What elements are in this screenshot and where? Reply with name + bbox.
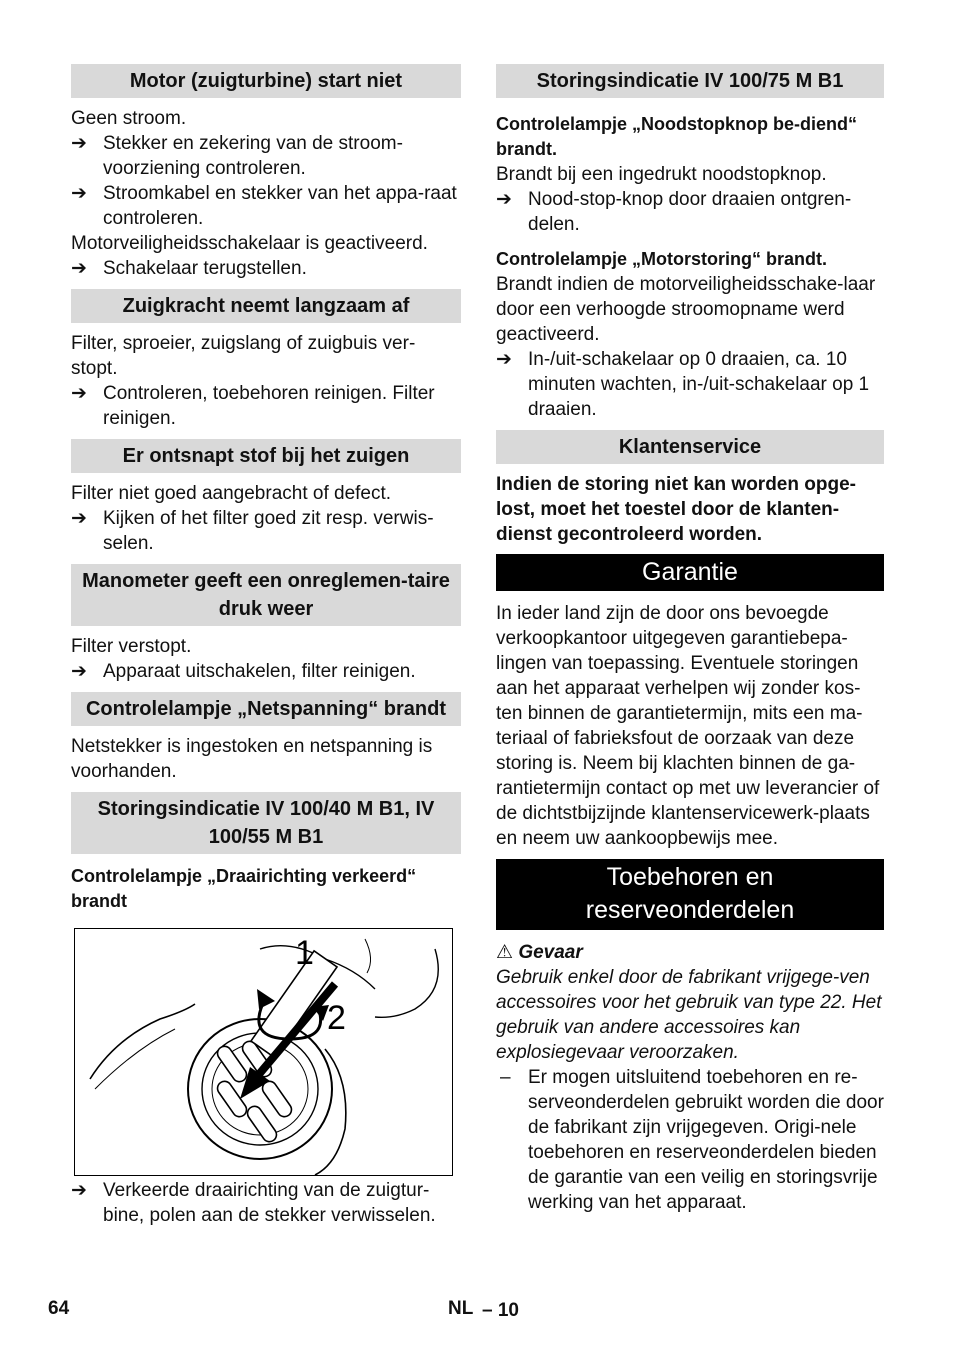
arrow-right-icon: ➔ xyxy=(496,349,512,370)
remedy-item: ➔ Verkeerde draairichting van de zuigtur-bine, polen aan de stekker verwisselen. xyxy=(71,1180,436,1226)
heading-motor-start-niet: Motor (zuigturbine) start niet xyxy=(71,64,461,98)
language-code: NL xyxy=(448,1298,474,1319)
page-number: 64 xyxy=(48,1298,70,1319)
cause-text: Netstekker is ingestoken en netspanning is voorhanden. xyxy=(71,736,433,782)
section-number: – 10 xyxy=(482,1300,519,1321)
plug-rotation-figure xyxy=(74,928,453,1176)
remedy-item: ➔ Kijken of het filter goed zit resp. verwis-selen. xyxy=(71,508,434,554)
cause-text: Filter, sproeier, zuigslang of zuigbuis ver-stopt. xyxy=(71,333,416,379)
subheading-noodstopknop: Controlelampje „Noodstopknop be-diend“ brandt. xyxy=(496,114,857,159)
dash-bullet: – xyxy=(500,1067,511,1088)
arrow-right-icon: ➔ xyxy=(71,508,87,529)
remedy-item: ➔ Stroomkabel en stekker van het appa-raat controleren. xyxy=(71,183,457,229)
list-item: – Er mogen uitsluitend toebehoren en re-serveonderdelen gebruikt worden die door de fabrikant zijn vrijgegeven. Origi-nele toebehoren en reserveonderdelen bieden de garantie van een veilig en storingsvrije werking van het apparaat. xyxy=(500,1067,884,1213)
remedy-item: ➔ Nood-stop-knop door draaien ontgren-delen. xyxy=(496,189,852,235)
heading-storingsindicatie-40-55: Storingsindicatie IV 100/40 M B1, IV 100/55 M B1 xyxy=(71,792,461,854)
figure-label-2: 2 xyxy=(327,999,346,1037)
warning-text: Gebruik enkel door de fabrikant vrijgege-ven accessoires voor het gebruik van type 22. Het gebruik van andere accessoires kan explosiegevaar veroorzaken. xyxy=(496,967,882,1063)
arrow-right-icon: ➔ xyxy=(71,1180,87,1201)
subheading-motorstoring: Controlelampje „Motorstoring“ brandt. xyxy=(496,249,827,269)
arrow-right-icon: ➔ xyxy=(496,189,512,210)
right-column xyxy=(496,64,884,1215)
remedy-item: ➔ Controleren, toebehoren reinigen. Filter reinigen. xyxy=(71,383,435,429)
cause-text: Filter verstopt. xyxy=(71,636,192,657)
heading-toebehoren: Toebehoren en reserveonderdelen xyxy=(496,859,884,930)
warning-heading: ⚠ Gevaar xyxy=(496,942,583,963)
figure-label-1: 1 xyxy=(295,934,314,972)
cause-text: Motorveiligheidsschakelaar is geactiveerd. xyxy=(71,233,428,254)
cause-text: Brandt bij een ingedrukt noodstopknop. xyxy=(496,164,827,185)
remedy-item: ➔ Apparaat uitschakelen, filter reinigen. xyxy=(71,661,416,682)
remedy-item: ➔ In-/uit-schakelaar op 0 draaien, ca. 10 minuten wachten, in-/uit-schakelaar op 1 draaien. xyxy=(496,349,870,420)
heading-garantie: Garantie xyxy=(496,554,884,591)
arrow-right-icon: ➔ xyxy=(71,661,87,682)
heading-netspanning: Controlelampje „Netspanning“ brandt xyxy=(71,692,461,726)
heading-stof: Er ontsnapt stof bij het zuigen xyxy=(71,439,461,473)
arrow-right-icon: ➔ xyxy=(71,383,87,404)
arrow-right-icon: ➔ xyxy=(71,133,87,154)
garantie-text: In ieder land zijn de door ons bevoegde verkoopkantoor uitgegeven garantiebepa-lingen van toepassing. Eventuele storingen aan het apparaat verhelpen wij zonder kos-ten binnen de garantietermijn, mits een ma-teriaal of fabrieksfout de oorzaak van deze storing is. Neem bij klachten binnen de ga-rantietermijn contact op met uw leverancier of de dichtstbijzijnde klantenservicewerk-plaats en neem uw aankoopbewijs mee. xyxy=(496,603,880,849)
klantenservice-text: Indien de storing niet kan worden opge-lost, moet het toestel door de klanten-dienst gecontroleerd worden. xyxy=(496,474,856,545)
warning-triangle-icon: ⚠ xyxy=(496,942,514,963)
left-column xyxy=(71,64,461,1228)
plug-illustration xyxy=(75,929,452,1175)
remedy-item: ➔ Stekker en zekering van de stroom-voorziening controleren. xyxy=(71,133,403,179)
cause-text: Brandt indien de motorveiligheidsschake-laar door een verhoogde stroomopname werd geactiveerd. xyxy=(496,274,876,345)
heading-klantenservice: Klantenservice xyxy=(496,430,884,464)
subheading-draairichting: Controlelampje „Draairichting verkeerd“ brandt xyxy=(71,866,417,911)
heading-manometer: Manometer geeft een onreglemen-taire druk weer xyxy=(71,564,461,626)
cause-text: Filter niet goed aangebracht of defect. xyxy=(71,483,392,504)
remedy-item: ➔ Schakelaar terugstellen. xyxy=(71,258,307,279)
arrow-right-icon: ➔ xyxy=(71,258,87,279)
heading-storingsindicatie-75: Storingsindicatie IV 100/75 M B1 xyxy=(496,64,884,98)
heading-zuigkracht: Zuigkracht neemt langzaam af xyxy=(71,289,461,323)
cause-text: Geen stroom. xyxy=(71,108,187,129)
arrow-right-icon: ➔ xyxy=(71,183,87,204)
